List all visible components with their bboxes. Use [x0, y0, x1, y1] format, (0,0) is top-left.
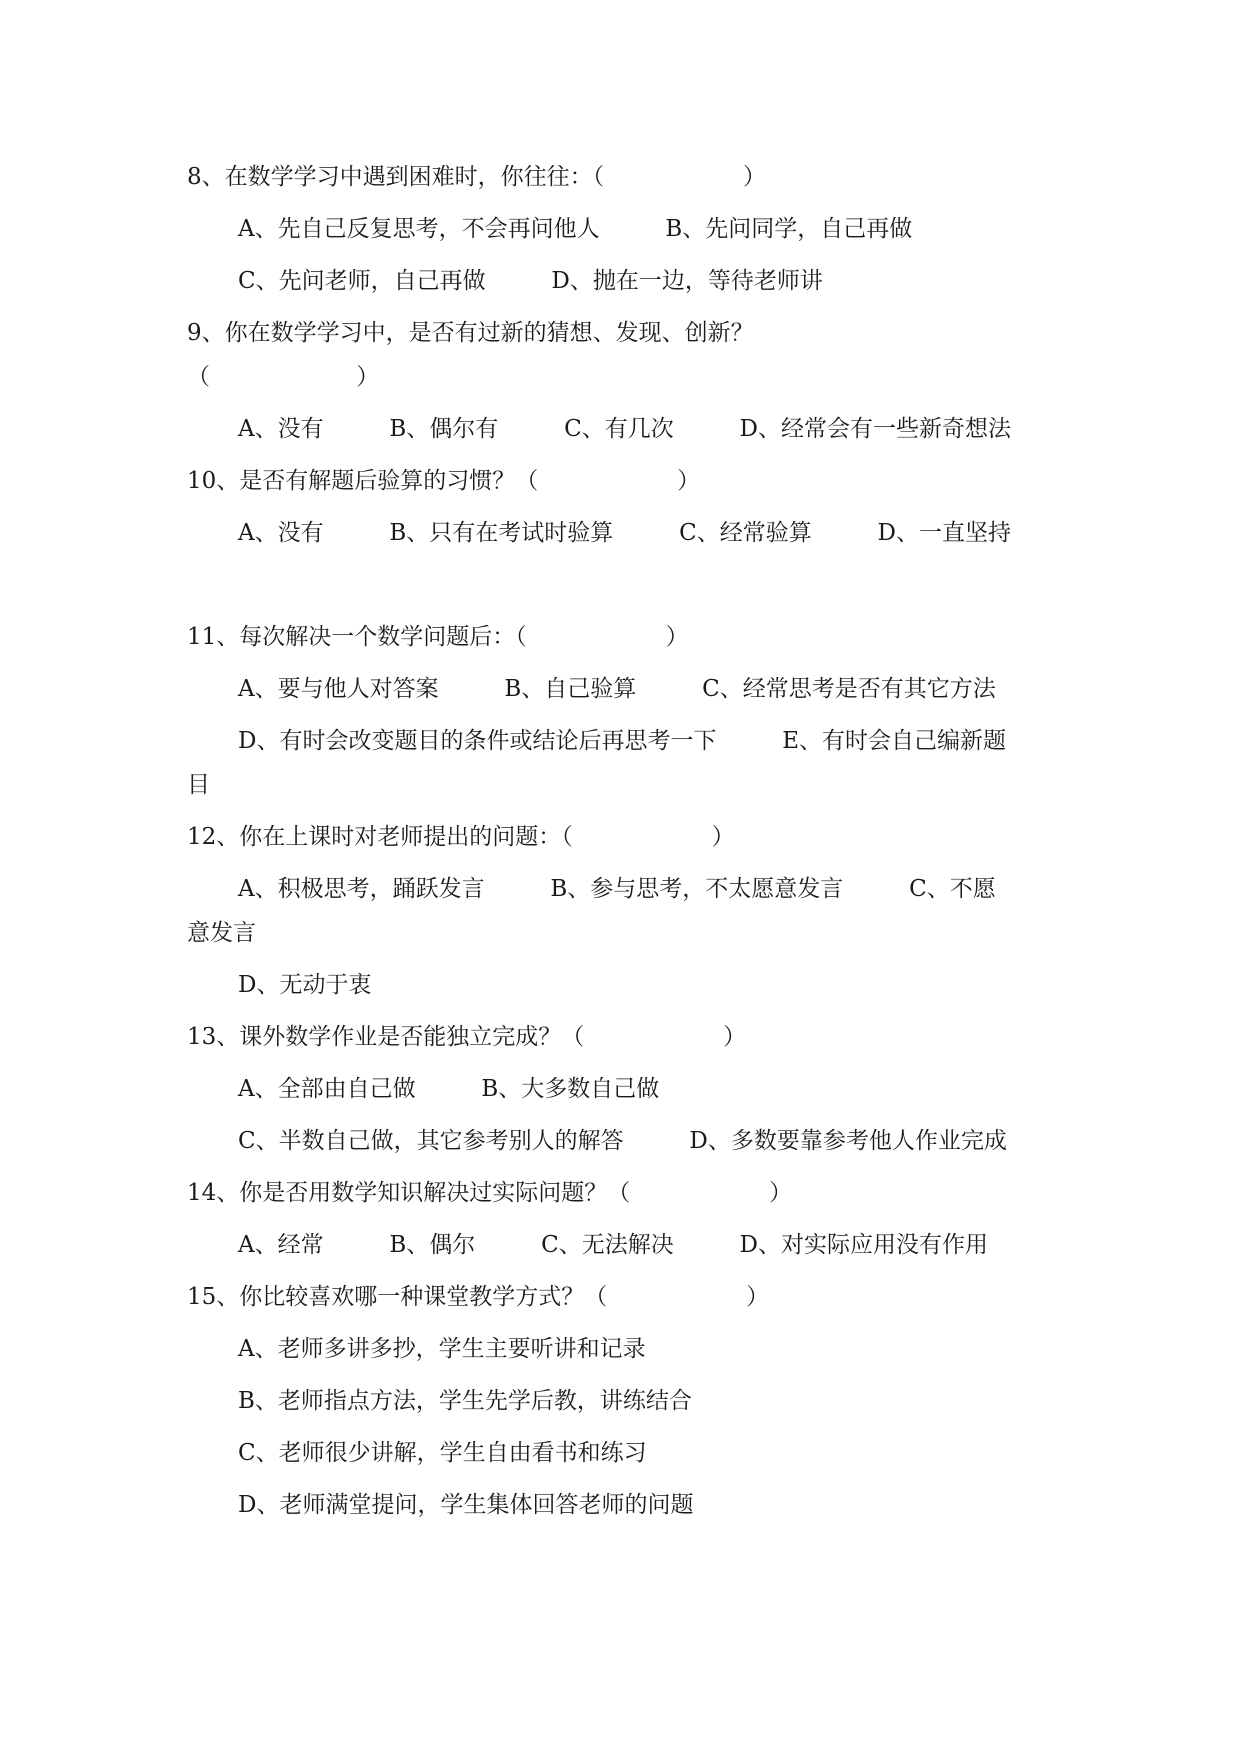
question-8: 8、在数学学习中遇到困难时，你往往：（ ） — [187, 164, 767, 190]
question-11-options-row-1: A、要与他人对答案 B、自己验算 C、经常思考是否有其它方法 — [238, 676, 996, 702]
question-15-option-b: B、老师指点方法，学生先学后教，讲练结合 — [238, 1388, 692, 1414]
question-11: 11、每次解决一个数学问题后：（ ） — [187, 624, 689, 650]
question-8-options-row-1: A、先自己反复思考，不会再问他人 B、先问同学，自己再做 — [238, 216, 913, 242]
question-9-answer-blank: （ ） — [187, 364, 380, 390]
question-15: 15、你比较喜欢哪一种课堂教学方式？（ ） — [187, 1284, 770, 1310]
question-15-option-d: D、老师满堂提问，学生集体回答老师的问题 — [238, 1492, 694, 1518]
question-11-options-wrap: 目 — [187, 772, 210, 798]
question-13: 13、课外数学作业是否能独立完成？（ ） — [187, 1024, 747, 1050]
question-11-options-row-2: D、有时会改变题目的条件或结论后再思考一下 E、有时会自己编新题 — [238, 728, 1007, 754]
question-10-options: A、没有 B、只有在考试时验算 C、经常验算 D、一直坚持 — [238, 520, 1011, 546]
question-14: 14、你是否用数学知识解决过实际问题？（ ） — [187, 1180, 793, 1206]
question-12-options-row-1: A、积极思考，踊跃发言 B、参与思考，不太愿意发言 C、不愿 — [238, 876, 996, 902]
question-12-options-row-2: D、无动于衷 — [238, 972, 372, 998]
question-12: 12、你在上课时对老师提出的问题：（ ） — [187, 824, 735, 850]
question-15-option-a: A、老师多讲多抄，学生主要听讲和记录 — [238, 1336, 646, 1362]
question-13-options-row-2: C、半数自己做，其它参考别人的解答 D、多数要靠参考他人作业完成 — [238, 1128, 1007, 1154]
question-9-options: A、没有 B、偶尔有 C、有几次 D、经常会有一些新奇想法 — [238, 416, 1011, 442]
question-8-options-row-2: C、先问老师，自己再做 D、抛在一边，等待老师讲 — [238, 268, 823, 294]
question-15-option-c: C、老师很少讲解，学生自由看书和练习 — [238, 1440, 647, 1466]
question-10: 10、是否有解题后验算的习惯？（ ） — [187, 468, 701, 494]
question-9: 9、你在数学学习中，是否有过新的猜想、发现、创新？ — [187, 320, 754, 346]
question-14-options: A、经常 B、偶尔 C、无法解决 D、对实际应用没有作用 — [238, 1232, 988, 1258]
question-12-options-wrap: 意发言 — [187, 920, 256, 946]
question-13-options-row-1: A、全部由自己做 B、大多数自己做 — [238, 1076, 660, 1102]
